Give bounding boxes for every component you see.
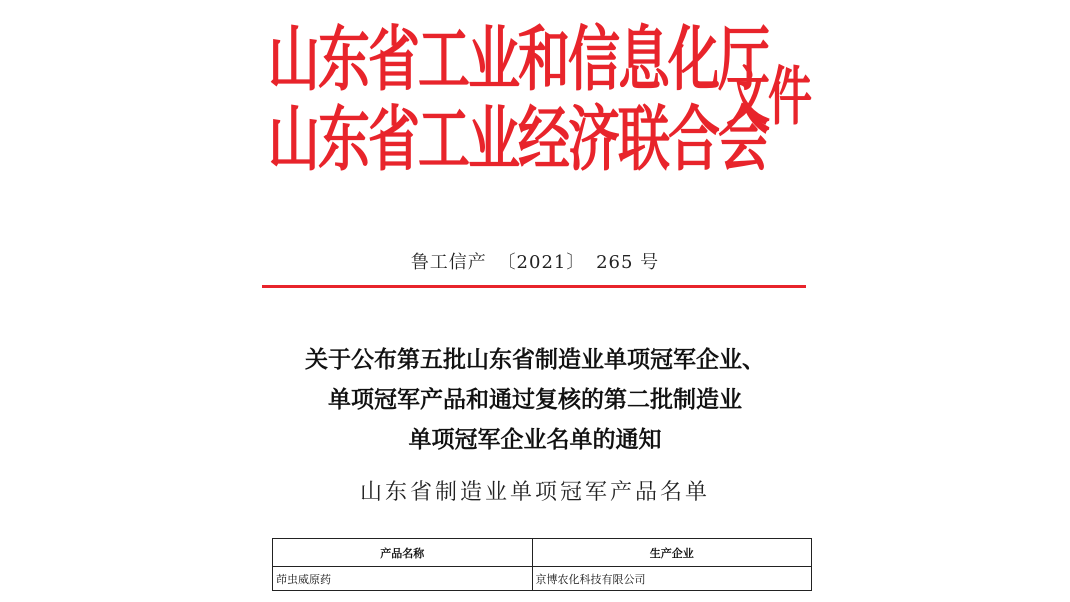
table-header-row <box>273 539 812 567</box>
table-row <box>273 567 812 591</box>
cell-product-name: 茚虫威原药 <box>273 567 533 591</box>
header-manufacturer: 生产企业 <box>532 539 811 567</box>
product-table <box>272 538 812 591</box>
doc-number-value: 265 号 <box>596 252 660 273</box>
cell-manufacturer: 京博农化科技有限公司 <box>532 567 811 591</box>
red-divider <box>262 285 806 288</box>
notice-title <box>0 340 1070 460</box>
title-line-1: 关于公布第五批山东省制造业单项冠军企业、 <box>305 346 765 373</box>
masthead-line-2: 山东省工业经济联合会 <box>268 100 769 181</box>
title-line-3: 单项冠军企业名单的通知 <box>408 426 662 453</box>
header-product-name: 产品名称 <box>273 539 533 567</box>
masthead-suffix: 文件 <box>726 60 810 135</box>
title-line-2: 单项冠军产品和通过复核的第二批制造业 <box>328 386 742 413</box>
red-masthead <box>268 12 828 192</box>
masthead-line-1: 山东省工业和信息化厅 <box>268 20 769 101</box>
list-subtitle: 山东省制造业单项冠军产品名单 <box>359 480 710 505</box>
doc-number-prefix: 鲁工信产 <box>410 252 487 273</box>
document-number <box>0 248 1070 274</box>
doc-number-year: 〔2021〕 <box>497 252 586 273</box>
